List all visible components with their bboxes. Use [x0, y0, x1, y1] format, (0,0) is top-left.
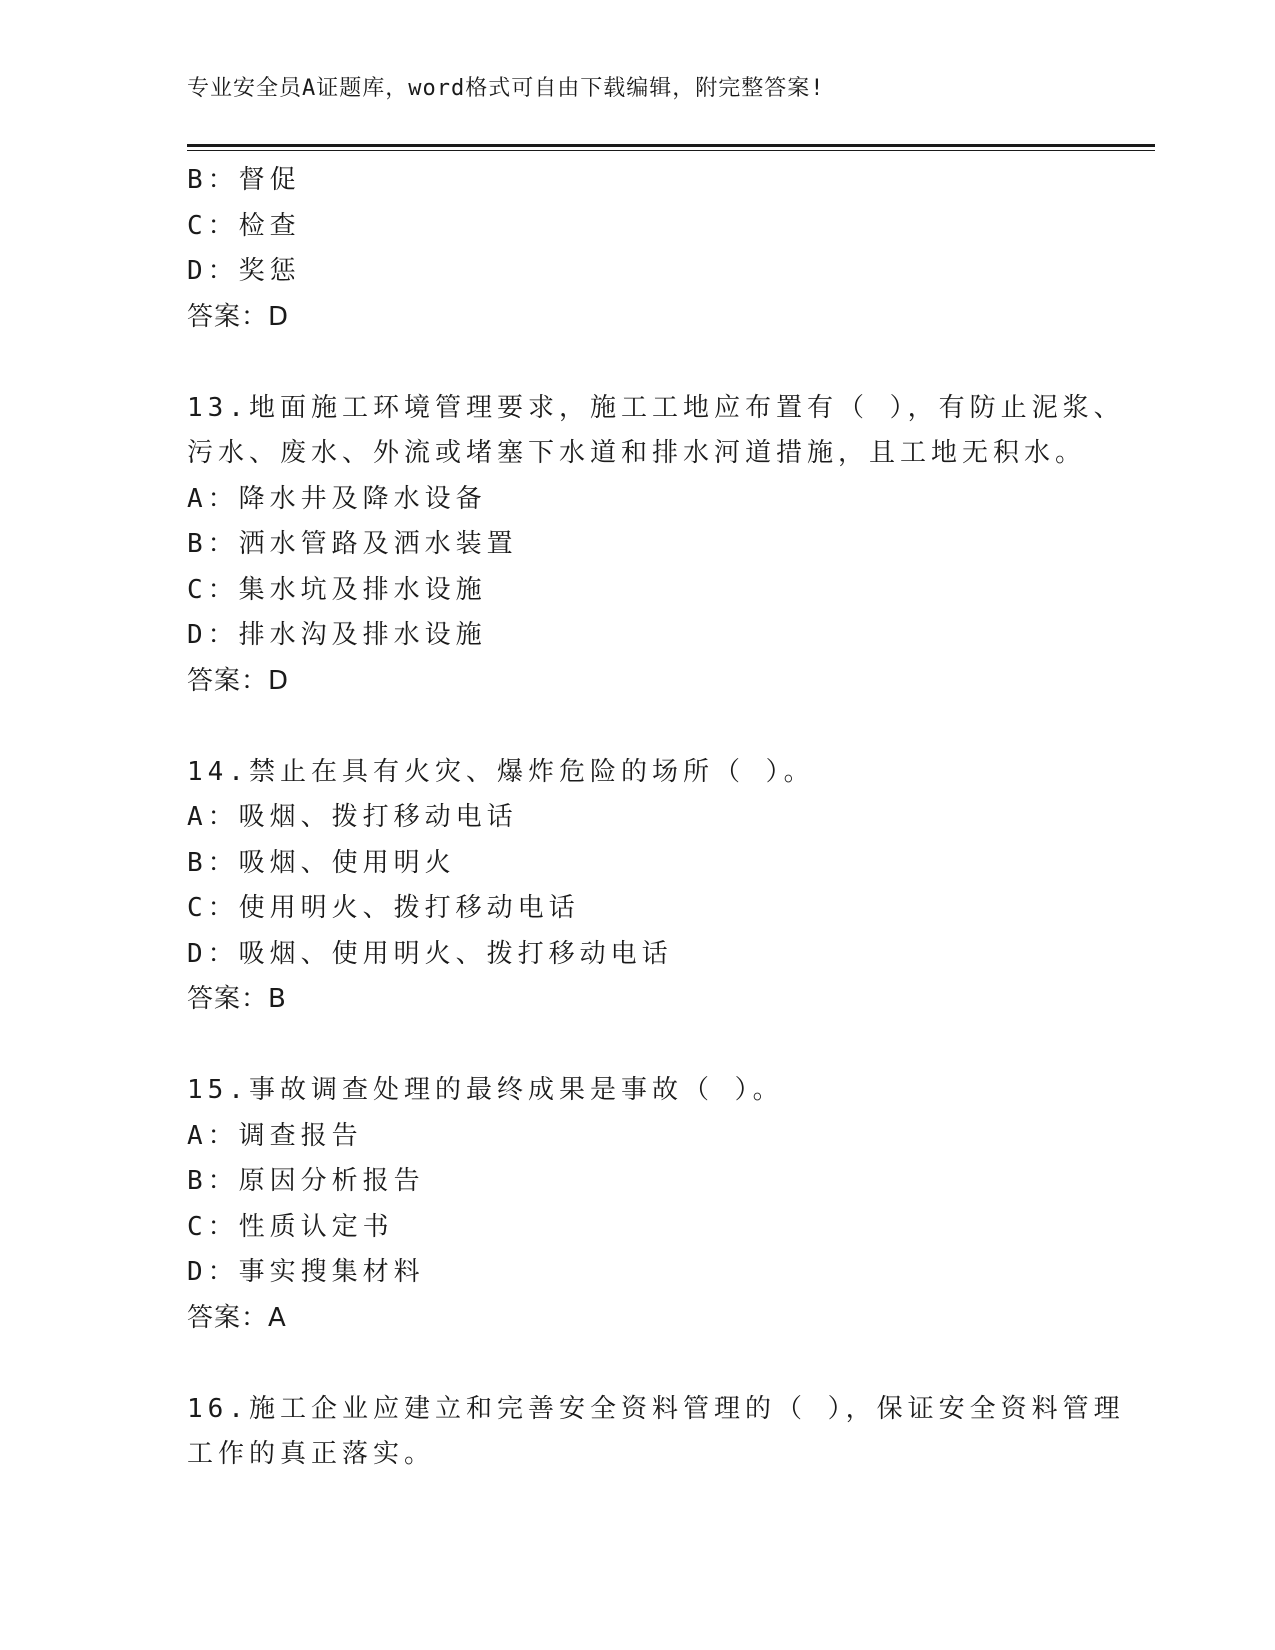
question-stem: 13.地面施工环境管理要求，施工工地应布置有（ ），有防止泥浆、: [187, 392, 1125, 423]
option-line: B：吸烟、使用明火: [187, 847, 456, 878]
spacer: [187, 340, 1087, 386]
option-line: C：使用明火、拨打移动电话: [187, 893, 580, 923]
option-line: C：性质认定书: [187, 1211, 394, 1242]
option-line: D：排水沟及排水设施: [187, 620, 487, 650]
spacer: [187, 1341, 1087, 1387]
answer-line: 答案：A: [187, 1302, 287, 1333]
question-14: [187, 750, 1087, 1023]
spacer: [187, 1023, 1087, 1069]
spacer: [187, 704, 1087, 750]
option-line: D：奖惩: [187, 256, 301, 286]
option-line: B：洒水管路及洒水装置: [187, 529, 518, 559]
option-line: B：原因分析报告: [187, 1166, 425, 1196]
question-15: [187, 1068, 1087, 1341]
answer-line: 答案：B: [187, 984, 287, 1014]
page-header: 专业安全员A证题库，word格式可自由下载编辑，附完整答案!: [187, 76, 825, 101]
question-stem: 14.禁止在具有火灾、爆炸危险的场所（ ）。: [187, 756, 815, 787]
question-16: [187, 1387, 1125, 1478]
header-rule-thick: [187, 144, 1155, 147]
question-stem: 15.事故调查处理的最终成果是事故（ ）。: [187, 1075, 784, 1105]
option-line: A：调查报告: [187, 1120, 363, 1151]
question-stem: 工作的真正落实。: [187, 1439, 436, 1469]
question-stem: 16.施工企业应建立和完善安全资料管理的（ ），保证安全资料管理: [187, 1393, 1125, 1424]
answer-line: 答案：D: [187, 301, 290, 332]
question-12-remainder: [187, 158, 1087, 340]
document-body: [187, 158, 1125, 1478]
header-rule-thin: [187, 150, 1155, 151]
option-line: A：吸烟、拨打移动电话: [187, 802, 518, 832]
option-line: A：降水井及降水设备: [187, 483, 487, 514]
answer-line: 答案：D: [187, 665, 290, 696]
question-stem: 污水、废水、外流或堵塞下水道和排水河道措施，且工地无积水。: [187, 438, 1087, 468]
option-line: B：督促: [187, 165, 301, 195]
option-line: D：吸烟、使用明火、拨打移动电话: [187, 938, 673, 969]
option-line: C：集水坑及排水设施: [187, 574, 487, 605]
question-13: [187, 386, 1125, 705]
option-line: C：检查: [187, 210, 301, 241]
option-line: D：事实搜集材料: [187, 1257, 425, 1287]
